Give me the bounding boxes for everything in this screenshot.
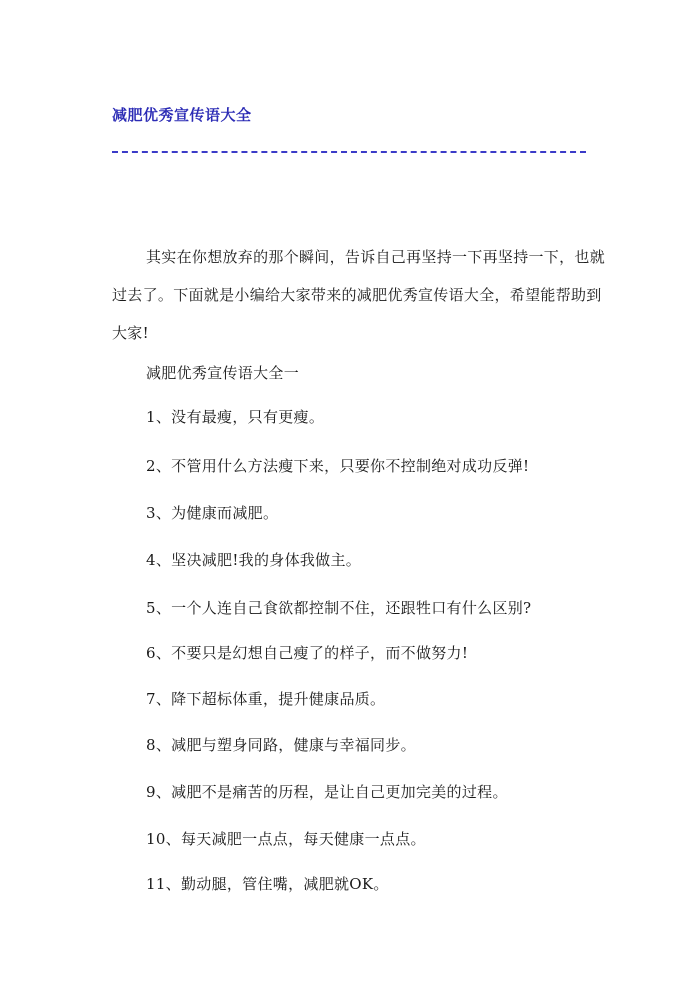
document-title: 减肥优秀宣传语大全 xyxy=(112,106,252,124)
title-divider xyxy=(112,151,586,153)
slogan-item-10: 10、每天减肥一点点，每天健康一点点。 xyxy=(146,830,426,848)
slogan-item-4: 4、坚决减肥!我的身体我做主。 xyxy=(146,551,362,569)
slogan-item-1: 1、没有最瘦，只有更瘦。 xyxy=(146,408,325,426)
slogan-item-7: 7、降下超标体重，提升健康品质。 xyxy=(146,690,386,708)
section-heading: 减肥优秀宣传语大全一 xyxy=(146,364,300,382)
slogan-item-2: 2、不管用什么方法瘦下来，只要你不控制绝对成功反弹! xyxy=(146,457,530,475)
slogan-item-8: 8、减肥与塑身同路，健康与幸福同步。 xyxy=(146,736,416,754)
slogan-item-6: 6、不要只是幻想自己瘦了的样子，而不做努力! xyxy=(146,644,469,662)
slogan-item-5: 5、一个人连自己食欲都控制不住，还跟牲口有什么区别? xyxy=(146,599,532,617)
slogan-item-11: 11、勤动腿，管住嘴，减肥就OK。 xyxy=(146,875,389,893)
intro-paragraph: 其实在你想放弃的那个瞬间，告诉自己再坚持一下再坚持一下，也就过去了。下面就是小编给大家带来的减肥优秀宣传语大全，希望能帮助到大家! xyxy=(112,248,606,342)
slogan-item-3: 3、为健康而减肥。 xyxy=(146,504,279,522)
slogan-item-9: 9、减肥不是痛苦的历程，是让自己更加完美的过程。 xyxy=(146,783,508,801)
